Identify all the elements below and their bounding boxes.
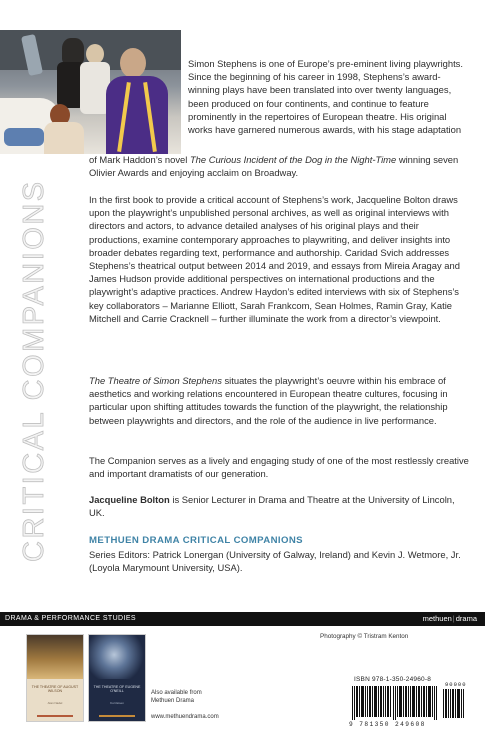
- barcode-digits: 9 781350 249608: [349, 721, 426, 728]
- related-book-image: [89, 635, 145, 679]
- series-vertical-title-text: CRITICAL COMPANIONS: [18, 179, 50, 562]
- category-label: DRAMA & PERFORMANCE STUDIES: [5, 615, 136, 622]
- related-book-author: Kurt Eisen: [110, 701, 124, 705]
- blurb-paragraph-3: [89, 374, 471, 427]
- book-title-inline: The Theatre of Simon Stephens: [89, 375, 222, 386]
- related-book-cover: [88, 634, 146, 722]
- related-book-stripe: [99, 715, 135, 717]
- series-vertical-title: [14, 160, 50, 580]
- also-available-note: Also available from Methuen Drama: [151, 690, 202, 704]
- publisher-logo-drama: drama: [455, 614, 477, 623]
- photo-credit: Photography © Tristram Kenton: [320, 633, 409, 640]
- blurb-intro-continued-a: of Mark Haddon’s novel: [89, 154, 190, 165]
- publisher-logo-separator: |: [452, 614, 455, 623]
- blurb-paragraph-3-text: situates the playwright’s oeuvre within his embrace of aesthetics and working relations encountered in European theatre cultures, focusing in particular upon shifting attitudes towards the function of the playwright, the relationship between playwrights and directors, and the role of the audience in live performance.: [89, 375, 448, 426]
- barcode: [352, 686, 438, 720]
- related-book-stripe: [37, 715, 73, 717]
- related-book-title: THE THEATRE OF EUGENE O’NEILL: [93, 685, 141, 694]
- category-bar: [0, 612, 485, 626]
- series-editors: Series Editors: Patrick Lonergan (University of Galway, Ireland) and Kevin J. Wetmore, Jr. (Loyola Marymount University, USA).: [89, 549, 461, 574]
- blurb-intro-continued-b: winning seven Olivier Awards and enjoying acclaim on Broadway.: [89, 154, 459, 179]
- isbn: ISBN 978-1-350-24960-8: [354, 676, 432, 683]
- related-book-title: THE THEATRE OF AUGUST WILSON: [31, 685, 79, 694]
- blurb-intro: Simon Stephens is one of Europe’s pre-eminent living playwrights. Since the beginning of his career in 1998, Stephens’s award-winning plays have been translated into over twenty languages, been produced on four continents, and continue to feature prominently in the repertoires of European theatre. His original works have garnered numerous awards, with his stage adaptation: [188, 58, 463, 136]
- blurb-intro-continued: [89, 153, 469, 179]
- series-title: METHUEN DRAMA CRITICAL COMPANIONS: [89, 535, 303, 546]
- barcode-addon: [443, 689, 465, 718]
- publisher-logo: [423, 614, 477, 624]
- publisher-website: www.methuendrama.com: [151, 714, 219, 720]
- related-book-author: Alan Nadel: [47, 701, 63, 705]
- related-book-cover: [26, 634, 84, 722]
- cover-photograph: [0, 30, 181, 154]
- author-name: Jacqueline Bolton: [89, 494, 170, 505]
- related-book-image: [27, 635, 83, 679]
- author-bio: [89, 493, 471, 519]
- blurb-paragraph-2: In the first book to provide a critical account of Stephens’s work, Jacqueline Bolton draws upon the playwright’s unpublished personal archives, as well as original interviews with directors and actors, to advance detailed analyses of his original plays and their productions, examine contemporary approaches to playwriting, and deliver insights into broader debates regarding text, performance and authorship. Caridad Svich addresses Stephens’s theatrical output between 2014 and 2019, and essays from Mireia Aragay and James Hudson provide additional perspectives on international productions and the playwright’s adaptive practices. Andrew Haydon’s edited interviews with six of Stephens’s key collaborators – Marianne Elliott, Sarah Frankcom, Sean Holmes, Ramin Gray, Katie Mitchell and Carrie Cracknell – further illuminate the work from a director’s viewpoint.: [89, 194, 460, 324]
- publisher-logo-methuen: methuen: [422, 614, 452, 623]
- blurb-paragraph-4: The Companion serves as a lively and engaging study of one of the most restlessly creative and important dramatists of our generation.: [89, 455, 469, 480]
- barcode-addon-digits: 90000: [445, 681, 467, 688]
- novel-title: The Curious Incident of the Dog in the Night-Time: [189, 154, 397, 165]
- author-bio-text: is Senior Lecturer in Drama and Theatre at the University of Lincoln, UK.: [89, 494, 455, 519]
